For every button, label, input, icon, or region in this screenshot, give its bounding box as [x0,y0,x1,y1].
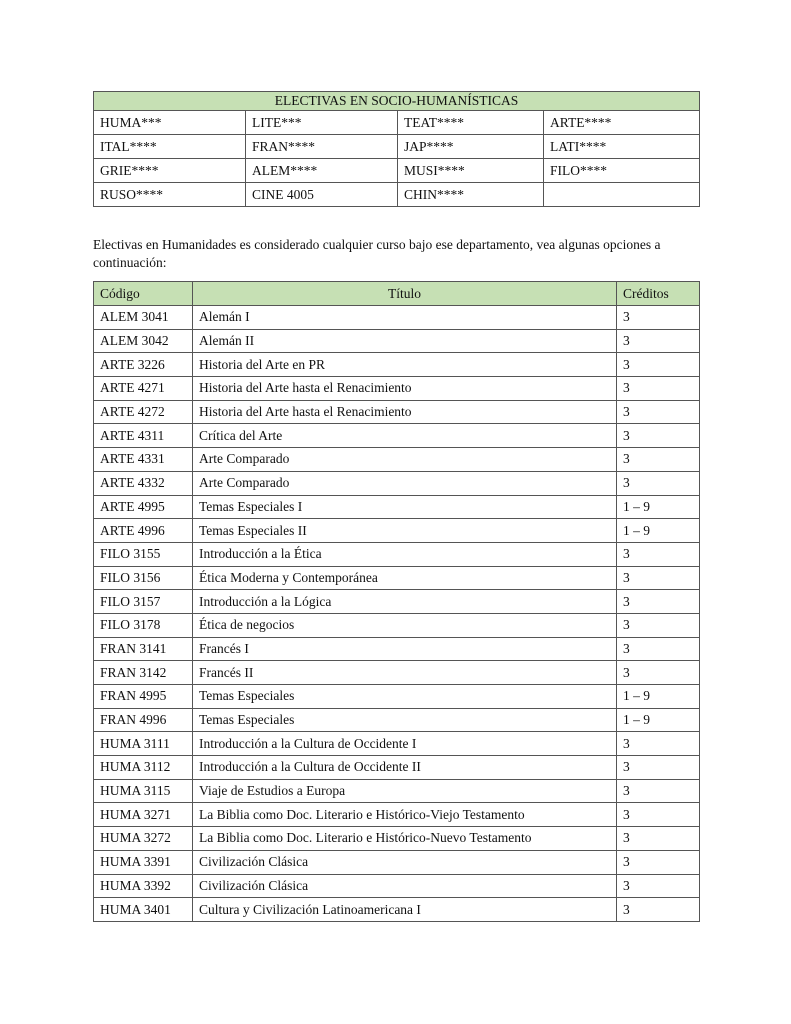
courses-header-row [94,282,700,306]
course-title: Historia del Arte hasta el Renacimiento [193,377,617,401]
course-row [94,874,700,898]
course-row [94,850,700,874]
course-row [94,756,700,780]
course-credits: 3 [617,850,700,874]
course-code: FRAN 3141 [94,637,193,661]
course-title: Temas Especiales II [193,519,617,543]
course-row [94,519,700,543]
elective-code [544,183,700,207]
course-row [94,685,700,709]
course-code: FILO 3157 [94,590,193,614]
elective-code: CHIN**** [398,183,544,207]
course-code: HUMA 3111 [94,732,193,756]
course-code: HUMA 3392 [94,874,193,898]
course-title: Crítica del Arte [193,424,617,448]
elective-code: ITAL**** [94,135,246,159]
header-credits: Créditos [617,282,700,306]
elective-code: CINE 4005 [246,183,398,207]
course-title: Temas Especiales [193,685,617,709]
course-row [94,803,700,827]
course-code: ARTE 3226 [94,353,193,377]
intro-paragraph: Electivas en Humanidades es considerado cualquier curso bajo ese departamento, vea algunas opciones a continuación: [93,237,661,270]
course-code: FILO 3155 [94,542,193,566]
course-credits: 3 [617,827,700,851]
course-code: ARTE 4311 [94,424,193,448]
course-title: Historia del Arte hasta el Renacimiento [193,400,617,424]
course-code: HUMA 3391 [94,850,193,874]
courses-body [94,306,700,922]
course-credits: 3 [617,613,700,637]
course-credits: 3 [617,590,700,614]
elective-code: LATI**** [544,135,700,159]
course-row [94,613,700,637]
course-title: Cultura y Civilización Latinoamericana I [193,898,617,922]
electives-title: ELECTIVAS EN SOCIO-HUMANÍSTICAS [94,92,700,111]
course-row [94,306,700,330]
course-credits: 3 [617,306,700,330]
course-credits: 3 [617,803,700,827]
course-row [94,495,700,519]
course-row [94,779,700,803]
electives-header-row [94,92,700,111]
course-credits: 3 [617,424,700,448]
course-row [94,353,700,377]
course-title: La Biblia como Doc. Literario e Histórico-Viejo Testamento [193,803,617,827]
course-row [94,377,700,401]
course-credits: 3 [617,329,700,353]
course-credits: 3 [617,353,700,377]
electives-row [94,111,700,135]
course-title: La Biblia como Doc. Literario e Histórico-Nuevo Testamento [193,827,617,851]
course-code: HUMA 3271 [94,803,193,827]
course-code: ARTE 4996 [94,519,193,543]
electives-row [94,183,700,207]
course-title: Arte Comparado [193,448,617,472]
course-row [94,827,700,851]
course-credits: 3 [617,756,700,780]
course-code: FILO 3156 [94,566,193,590]
elective-code: TEAT**** [398,111,544,135]
course-credits: 3 [617,448,700,472]
course-credits: 3 [617,732,700,756]
course-title: Arte Comparado [193,471,617,495]
course-row [94,448,700,472]
course-row [94,661,700,685]
course-code: FRAN 3142 [94,661,193,685]
course-title: Ética Moderna y Contemporánea [193,566,617,590]
elective-code: ALEM**** [246,159,398,183]
course-credits: 1 – 9 [617,519,700,543]
course-code: ALEM 3042 [94,329,193,353]
elective-code: LITE*** [246,111,398,135]
course-row [94,898,700,922]
header-code: Código [94,282,193,306]
course-credits: 3 [617,898,700,922]
course-title: Introducción a la Ética [193,542,617,566]
course-title: Introducción a la Cultura de Occidente II [193,756,617,780]
electives-table [93,91,700,207]
course-credits: 3 [617,661,700,685]
course-code: HUMA 3272 [94,827,193,851]
course-code: FRAN 4996 [94,708,193,732]
course-code: ARTE 4271 [94,377,193,401]
header-title: Título [193,282,617,306]
elective-code: RUSO**** [94,183,246,207]
course-credits: 3 [617,566,700,590]
electives-body [94,111,700,207]
electives-row [94,135,700,159]
course-credits: 3 [617,400,700,424]
course-title: Alemán II [193,329,617,353]
course-credits: 3 [617,377,700,401]
elective-code: GRIE**** [94,159,246,183]
course-credits: 3 [617,637,700,661]
course-code: HUMA 3401 [94,898,193,922]
course-title: Temas Especiales I [193,495,617,519]
course-title: Temas Especiales [193,708,617,732]
course-code: HUMA 3112 [94,756,193,780]
course-code: FILO 3178 [94,613,193,637]
course-code: FRAN 4995 [94,685,193,709]
course-code: ARTE 4995 [94,495,193,519]
course-title: Introducción a la Cultura de Occidente I [193,732,617,756]
course-credits: 3 [617,779,700,803]
course-code: ARTE 4332 [94,471,193,495]
elective-code: FILO**** [544,159,700,183]
course-title: Historia del Arte en PR [193,353,617,377]
course-title: Viaje de Estudios a Europa [193,779,617,803]
elective-code: JAP**** [398,135,544,159]
course-title: Alemán I [193,306,617,330]
electives-row [94,159,700,183]
course-credits: 3 [617,874,700,898]
course-row [94,708,700,732]
course-row [94,637,700,661]
course-row [94,400,700,424]
courses-table [93,281,700,922]
course-credits: 3 [617,542,700,566]
course-title: Francés I [193,637,617,661]
course-row [94,471,700,495]
course-title: Introducción a la Lógica [193,590,617,614]
course-code: ARTE 4272 [94,400,193,424]
elective-code: FRAN**** [246,135,398,159]
course-credits: 1 – 9 [617,685,700,709]
course-code: ARTE 4331 [94,448,193,472]
course-row [94,542,700,566]
course-code: HUMA 3115 [94,779,193,803]
course-title: Civilización Clásica [193,850,617,874]
course-credits: 1 – 9 [617,708,700,732]
elective-code: MUSI**** [398,159,544,183]
course-title: Civilización Clásica [193,874,617,898]
course-row [94,732,700,756]
course-row [94,424,700,448]
course-credits: 3 [617,471,700,495]
course-code: ALEM 3041 [94,306,193,330]
course-row [94,566,700,590]
course-row [94,590,700,614]
course-credits: 1 – 9 [617,495,700,519]
course-title: Ética de negocios [193,613,617,637]
course-row [94,329,700,353]
course-title: Francés II [193,661,617,685]
elective-code: HUMA*** [94,111,246,135]
elective-code: ARTE**** [544,111,700,135]
